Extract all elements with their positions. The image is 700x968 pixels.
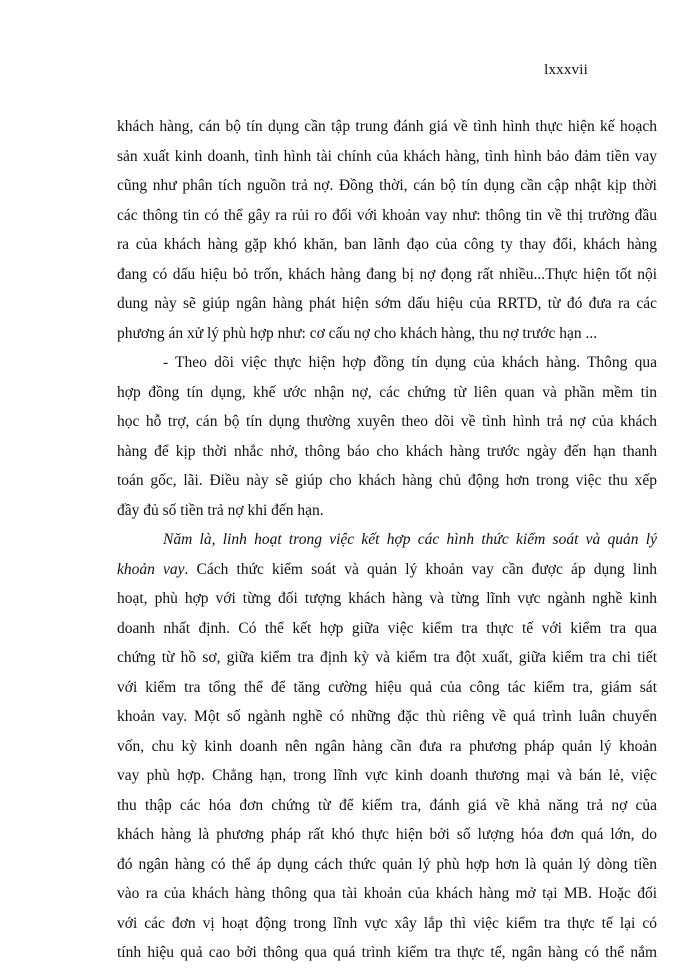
text-line xyxy=(117,289,657,319)
text-line xyxy=(117,614,657,644)
text-line xyxy=(117,260,657,290)
line-text: các thông tin có thể gây ra rủi ro đối với khoản vay như: thông tin về thị trường đầu xyxy=(117,206,657,224)
text-line xyxy=(117,142,657,172)
line-text: vào ra của khách hàng thông qua tài khoản của khách hàng mở tại MB. Hoặc đối xyxy=(117,885,657,902)
text-line xyxy=(117,791,657,821)
line-text: khoản vay. Một số ngành nghề có những đặc thù riêng về quá trình luân chuyển xyxy=(117,708,657,725)
line-text: vay phù hợp. Chẳng hạn, trong lĩnh vực kinh doanh thương mại và bán lẻ, việc xyxy=(117,767,657,784)
text-line xyxy=(117,673,657,703)
text-line xyxy=(117,938,657,968)
line-text: hoạt, phù hợp với từng đối tượng khách hàng và từng lĩnh vực ngành nghề kinh xyxy=(117,590,657,607)
line-text: với các đơn vị hoạt động trong lĩnh vực xây lắp thì việc kiểm tra thực tế lại có xyxy=(117,914,657,932)
text-line xyxy=(117,643,657,673)
line-text: sản xuất kinh doanh, tình hình tài chính của khách hàng, tình hình bảo đảm tiền vay xyxy=(117,147,657,165)
line-text: hàng để kịp thời nhắc nhở, thông báo cho khách hàng trước ngày đến hạn thanh xyxy=(117,442,657,460)
line-text: tính hiệu quả cao bởi thông qua quá trình kiểm tra thực tế, ngân hàng có thể nắm xyxy=(117,944,657,961)
line-text: với kiểm tra tổng thể để tăng cường hiệu quả của công tác kiểm tra, giám sát xyxy=(117,678,657,696)
text-line xyxy=(117,525,657,555)
italic-lead-text: Năm là, linh hoạt trong việc kết hợp các hình thức kiểm soát và quản lý xyxy=(163,531,657,548)
line-text: vốn, chu kỳ kinh doanh nên ngân hàng cần đưa ra phương pháp quản lý khoản xyxy=(117,737,657,755)
line-text: ra của khách hàng gặp khó khăn, ban lãnh đạo của công ty thay đổi, khách hàng xyxy=(117,236,657,253)
body-text xyxy=(117,112,657,968)
text-line xyxy=(117,909,657,939)
text-line xyxy=(117,378,657,408)
text-line xyxy=(117,201,657,231)
text-line xyxy=(117,348,657,378)
text-line xyxy=(117,437,657,467)
text-line xyxy=(117,112,657,142)
text-line xyxy=(117,584,657,614)
text-line xyxy=(117,702,657,732)
text-line xyxy=(117,319,657,349)
line-text: chứng từ hồ sơ, giữa kiểm tra định kỳ và kiểm tra đột xuất, giữa kiểm tra chi tiết xyxy=(117,649,657,666)
line-text: đang có dấu hiệu bỏ trốn, khách hàng đang bị nợ đọng rất nhiều...Thực hiện tốt nội xyxy=(117,265,657,283)
italic-lead-text: khoản vay xyxy=(117,560,185,578)
text-line xyxy=(117,407,657,437)
line-text: học hỗ trợ, cán bộ tín dụng thường xuyên theo dõi về tình hình trả nợ của khách xyxy=(117,413,657,430)
text-line xyxy=(117,820,657,850)
text-line xyxy=(117,879,657,909)
line-text: cũng như phân tích nguồn trả nợ. Đồng thời, cán bộ tín dụng cần cập nhật kịp thời xyxy=(117,177,657,194)
text-line xyxy=(117,732,657,762)
line-text: hợp đồng tín dụng, khế ước nhận nợ, các chứng từ liên quan và phần mềm tin xyxy=(117,383,657,401)
text-line xyxy=(117,761,657,791)
text-line xyxy=(117,230,657,260)
line-text: doanh nhất định. Có thể kết hợp giữa việc kiểm tra thực tế với kiểm tra qua xyxy=(117,619,657,637)
line-text: thu thập các hóa đơn chứng từ để kiểm tra, đánh giá về khả năng trả nợ của xyxy=(117,796,657,814)
line-text: đó ngân hàng có thể áp dụng cách thức quản lý phù hợp hơn là quản lý dòng tiền xyxy=(117,855,657,873)
text-line xyxy=(117,555,657,585)
line-text: khách hàng, cán bộ tín dụng cần tập trung đánh giá về tình hình thực hiện kế hoạch xyxy=(117,118,657,135)
page-number: lxxxvii xyxy=(544,62,588,78)
text-line xyxy=(117,850,657,880)
line-text: đầy đủ số tiền trả nợ khi đến hạn. xyxy=(117,501,324,519)
text-line xyxy=(117,466,657,496)
line-text: toán gốc, lãi. Điều này sẽ giúp cho khách hàng chủ động hơn trong việc thu xếp xyxy=(117,472,657,489)
line-text: khách hàng là phương pháp rất khó thực hiện bởi số lượng hóa đơn quá lớn, do xyxy=(117,826,657,843)
text-line xyxy=(117,496,657,526)
line-text: phương án xử lý phù hợp như: cơ cấu nợ cho khách hàng, thu nợ trước hạn ... xyxy=(117,324,598,342)
line-text: dung này sẽ giúp ngân hàng phát hiện sớm dấu hiệu của RRTD, từ đó đưa ra các xyxy=(117,295,657,312)
text-line xyxy=(117,171,657,201)
line-text: - Theo dõi việc thực hiện hợp đồng tín dụng của khách hàng. Thông qua xyxy=(163,354,657,371)
line-text: . Cách thức kiểm soát và quản lý khoản vay cần được áp dụng linh xyxy=(184,560,658,578)
